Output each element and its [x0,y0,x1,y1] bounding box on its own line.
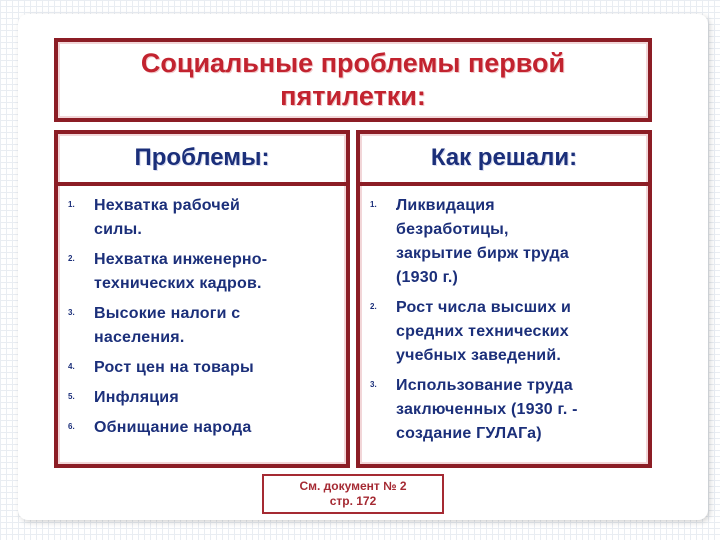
title-line: пятилетки: [280,81,426,111]
item-line: Ликвидация [396,197,495,214]
note-line: См. документ № 2 [299,479,407,493]
item-line: безработицы, [396,221,509,238]
solutions-list [360,186,648,446]
document-reference-note [262,474,444,514]
item-line: заключенных (1930 г. - [396,401,578,418]
item-number: 2. [68,254,75,263]
list-item [68,248,340,296]
item-number: 3. [370,380,377,389]
item-text [396,296,571,368]
item-line: силы. [94,221,143,238]
item-text [94,356,254,380]
item-line: Нехватка инженерно- [94,251,268,268]
item-line: создание ГУЛАГа) [396,425,542,442]
item-line: Нехватка рабочей [94,197,241,214]
item-line: Рост цен на товары [94,359,254,376]
item-line: Обнищание народа [94,419,252,436]
item-line: Высокие налоги с [94,305,241,322]
item-text [94,248,267,296]
item-text [396,194,569,290]
title-line: Социальные проблемы первой [140,48,566,78]
item-number: 6. [68,422,75,431]
item-text [94,194,240,242]
problems-column [54,130,350,468]
problems-header: Проблемы: [58,134,346,186]
item-text [396,374,578,446]
list-item [68,356,340,380]
item-line: (1930 г.) [396,269,459,286]
list-item [68,416,340,440]
item-line: Использование труда [396,377,573,394]
list-item [68,302,340,350]
item-text [94,386,179,410]
list-item [370,296,642,368]
item-line: населения. [94,329,185,346]
solutions-header: Как решали: [360,134,648,186]
item-number: 1. [370,200,377,209]
item-text [94,416,251,440]
item-line: закрытие бирж труда [396,245,569,262]
list-item [370,194,642,290]
item-number: 4. [68,362,75,371]
item-line: средних технических [396,323,569,340]
item-number: 5. [68,392,75,401]
list-item [68,194,340,242]
problems-list [58,186,346,440]
item-line: учебных заведений. [396,347,562,364]
solutions-column [356,130,652,468]
item-text [94,302,240,350]
title-box [54,38,652,122]
list-item [370,374,642,446]
item-number: 2. [370,302,377,311]
item-line: Рост числа высших и [396,299,572,316]
list-item [68,386,340,410]
slide-title [141,47,565,113]
item-number: 3. [68,308,75,317]
item-line: технических кадров. [94,275,262,292]
item-line: Инфляция [94,389,179,406]
note-line: стр. 172 [329,494,377,508]
item-number: 1. [68,200,75,209]
